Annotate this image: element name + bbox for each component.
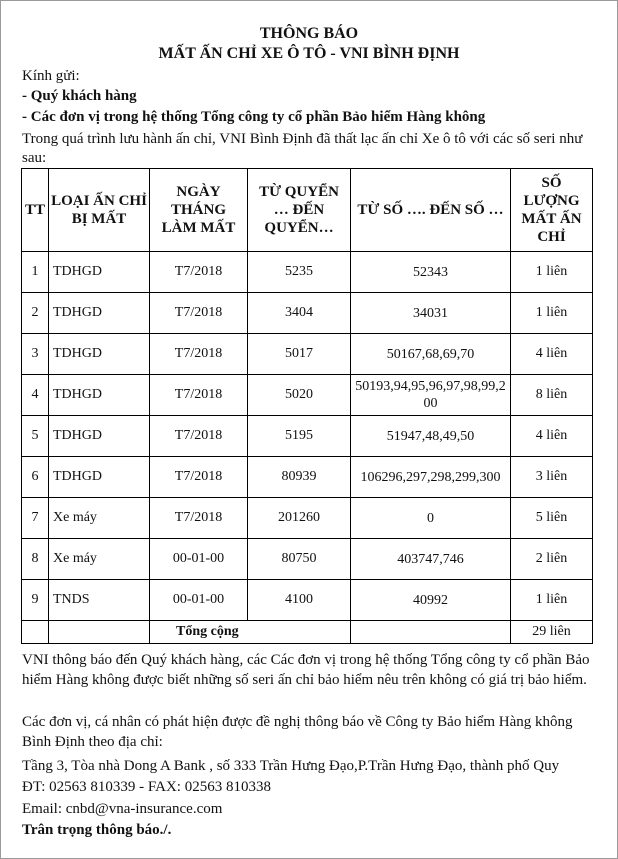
cell-tt: 7 <box>22 498 49 539</box>
cell-date: T7/2018 <box>150 375 248 416</box>
cell-qty: 4 liên <box>511 334 593 375</box>
notice-subtitle: MẤT ẤN CHỈ XE Ô TÔ - VNI BÌNH ĐỊNH <box>158 45 460 62</box>
cell-tt: 2 <box>22 293 49 334</box>
table-row <box>22 416 593 457</box>
header-tt: TT <box>22 169 49 252</box>
cell-number: 34031 <box>351 293 511 334</box>
cell-type: TDHGD <box>49 457 150 498</box>
header-date: NGÀY THÁNG LÀM MẤT <box>150 169 248 252</box>
cell-type: TDHGD <box>49 334 150 375</box>
cell-book: 5235 <box>248 252 351 293</box>
cell-tt: 4 <box>22 375 49 416</box>
header-type: LOẠI ẤN CHỈ BỊ MẤT <box>49 169 150 252</box>
cell-empty <box>22 621 49 644</box>
cell-qty: 8 liên <box>511 375 593 416</box>
cell-date: T7/2018 <box>150 498 248 539</box>
recipient-customers: - Quý khách hàng <box>22 88 137 104</box>
cell-number: 106296,297,298,299,300 <box>351 457 511 498</box>
cell-tt: 8 <box>22 539 49 580</box>
footer-closing: Trân trọng thông báo./. <box>22 822 172 838</box>
cell-type: TNDS <box>49 580 150 621</box>
cell-tt: 9 <box>22 580 49 621</box>
cell-date: T7/2018 <box>150 416 248 457</box>
cell-book: 80939 <box>248 457 351 498</box>
cell-number: 403747,746 <box>351 539 511 580</box>
cell-date: 00-01-00 <box>150 580 248 621</box>
cell-number: 0 <box>351 498 511 539</box>
cell-tt: 1 <box>22 252 49 293</box>
footer-notice-paragraph: VNI thông báo đến Quý khách hàng, các Các đơn vị trong hệ thống Tổng công ty cổ phần Bảo hiểm Hàng không được biết những số seri ấn chỉ bảo hiểm nêu trên không có giá trị bảo hiểm. <box>22 652 590 688</box>
cell-type: TDHGD <box>49 293 150 334</box>
total-label: Tổng cộng <box>150 621 351 644</box>
cell-qty: 1 liên <box>511 580 593 621</box>
cell-tt: 5 <box>22 416 49 457</box>
cell-type: TDHGD <box>49 375 150 416</box>
cell-book: 4100 <box>248 580 351 621</box>
table-total-row <box>22 621 593 644</box>
cell-type: Xe máy <box>49 498 150 539</box>
header-book: TỪ QUYỂN … ĐẾN QUYỂN… <box>248 169 351 252</box>
table-row <box>22 293 593 334</box>
cell-number: 52343 <box>351 252 511 293</box>
cell-type: TDHGD <box>49 252 150 293</box>
cell-qty: 1 liên <box>511 252 593 293</box>
header-number: TỪ SỐ …. ĐẾN SỐ … <box>351 169 511 252</box>
cell-type: TDHGD <box>49 416 150 457</box>
footer-email: Email: cnbd@vna-insurance.com <box>22 801 223 817</box>
footer-contact-paragraph: Các đơn vị, cá nhân có phát hiện được đề nghị thông báo về Công ty Bảo hiểm Hàng không Bình Định theo địa chỉ: <box>22 714 573 750</box>
cell-number: 51947,48,49,50 <box>351 416 511 457</box>
footer-address: Tầng 3, Tòa nhà Dong A Bank , số 333 Trần Hưng Đạo,P.Trần Hưng Đạo, thành phố Quy <box>22 758 560 774</box>
cell-book: 3404 <box>248 293 351 334</box>
cell-book: 201260 <box>248 498 351 539</box>
cell-book: 5195 <box>248 416 351 457</box>
cell-qty: 5 liên <box>511 498 593 539</box>
cell-book: 80750 <box>248 539 351 580</box>
lost-documents-table <box>21 168 593 644</box>
cell-date: T7/2018 <box>150 457 248 498</box>
cell-number: 40992 <box>351 580 511 621</box>
cell-book: 5017 <box>248 334 351 375</box>
table-row <box>22 580 593 621</box>
cell-date: 00-01-00 <box>150 539 248 580</box>
table-row <box>22 252 593 293</box>
cell-number: 50193,94,95,96,97,98,99,200 <box>351 375 511 416</box>
table-header-row <box>22 169 593 252</box>
cell-date: T7/2018 <box>150 252 248 293</box>
cell-qty: 2 liên <box>511 539 593 580</box>
intro-text: Trong quá trình lưu hành ấn chỉ, VNI Bình Định đã thất lạc ấn chỉ Xe ô tô với các số seri như <box>22 131 583 147</box>
footer-phone: ĐT: 02563 810339 - FAX: 02563 810338 <box>22 779 271 795</box>
greeting: Kính gửi: <box>22 68 80 84</box>
cell-tt: 6 <box>22 457 49 498</box>
table-row <box>22 375 593 416</box>
table-row <box>22 498 593 539</box>
cell-qty: 1 liên <box>511 293 593 334</box>
total-qty: 29 liên <box>511 621 593 644</box>
cell-qty: 4 liên <box>511 416 593 457</box>
header-qty: SỐ LƯỢNG MẤT ẤN CHỈ <box>511 169 593 252</box>
cell-number: 50167,68,69,70 <box>351 334 511 375</box>
cell-empty <box>49 621 150 644</box>
table-row <box>22 539 593 580</box>
intro-text-continued: sau: <box>22 150 47 166</box>
cell-date: T7/2018 <box>150 293 248 334</box>
notice-title: THÔNG BÁO <box>259 25 359 42</box>
cell-empty <box>351 621 511 644</box>
cell-qty: 3 liên <box>511 457 593 498</box>
table-row <box>22 457 593 498</box>
cell-date: T7/2018 <box>150 334 248 375</box>
cell-type: Xe máy <box>49 539 150 580</box>
cell-tt: 3 <box>22 334 49 375</box>
table-row <box>22 334 593 375</box>
cell-book: 5020 <box>248 375 351 416</box>
recipient-units: - Các đơn vị trong hệ thống Tổng công ty cổ phần Bảo hiểm Hàng không <box>22 109 486 125</box>
